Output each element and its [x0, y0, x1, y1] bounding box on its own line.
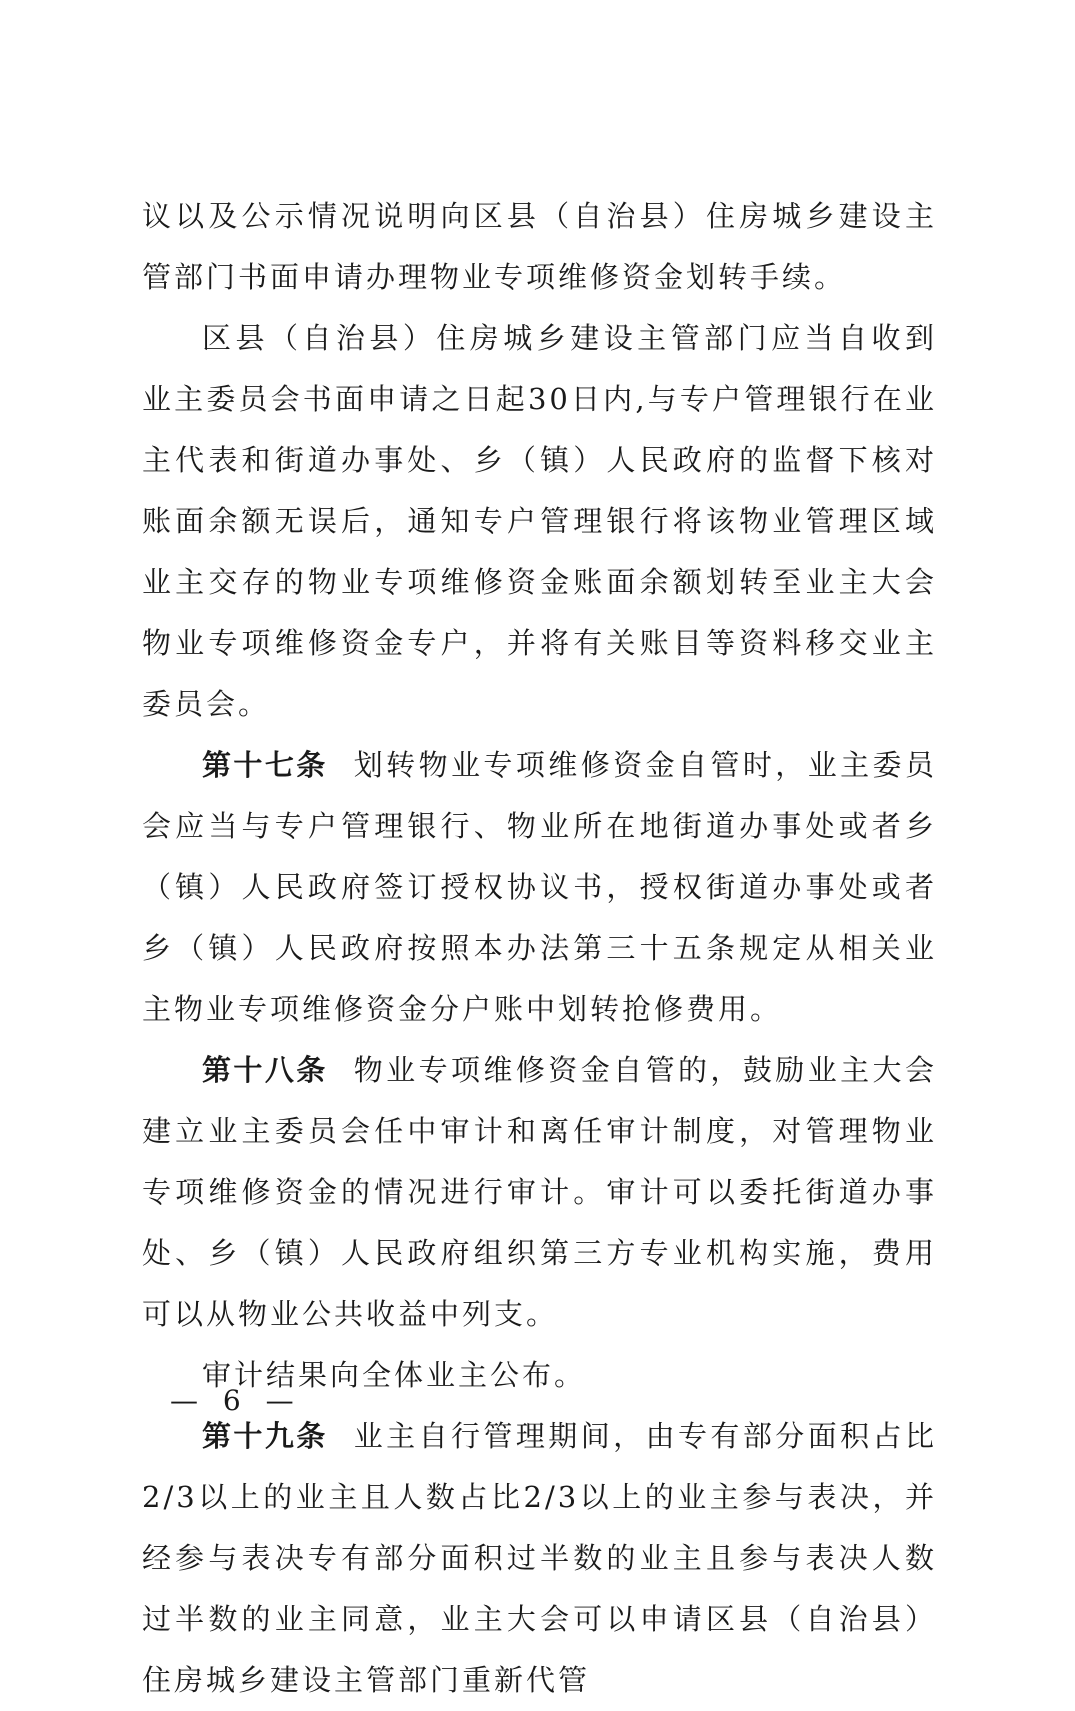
article-title: 第十七条	[202, 748, 328, 782]
article-19	[142, 1406, 937, 1711]
article-text: 物业专项维修资金自管的，鼓励业主大会建立业主委员会任中审计和离任审计制度，对管理物业专项维修资金的情况进行审计。审计可以委托街道办事处、乡（镇）人民政府组织第三方专业机构实施，费用可以从物业公共收益中列支。	[142, 1053, 937, 1331]
paragraph-text: 议以及公示情况说明向区县（自治县）住房城乡建设主管部门书面申请办理物业专项维修资金划转手续。	[142, 199, 937, 294]
article-title: 第十九条	[202, 1419, 328, 1453]
article-text: 划转物业专项维修资金自管时，业主委员会应当与专户管理银行、物业所在地街道办事处或者乡（镇）人民政府签订授权协议书，授权街道办事处或者乡（镇）人民政府按照本办法第三十五条规定从相关业主物业专项维修资金分户账中划转抢修费用。	[142, 748, 937, 1026]
article-text: 业主自行管理期间，由专有部分面积占比2/3以上的业主且人数占比2/3以上的业主参与表决，并经参与表决专有部分面积过半数的业主且参与表决人数过半数的业主同意，业主大会可以申请区县（自治县）住房城乡建设主管部门重新代管	[142, 1419, 937, 1697]
paragraph-text: 审计结果向全体业主公布。	[202, 1358, 587, 1392]
page-number: — 6 —	[170, 1384, 302, 1417]
article-title: 第十八条	[202, 1053, 328, 1087]
document-body	[142, 186, 937, 1711]
paragraph-continuation	[142, 186, 937, 308]
article-18	[142, 1040, 937, 1345]
paragraph-text: 区县（自治县）住房城乡建设主管部门应当自收到业主委员会书面申请之日起30日内,与专户管理银行在业主代表和街道办事处、乡（镇）人民政府的监督下核对账面余额无误后，通知专户管理银行将该物业管理区域业主交存的物业专项维修资金账面余额划转至业主大会物业专项维修资金专户，并将有关账目等资料移交业主委员会。	[142, 321, 937, 721]
paragraph	[142, 308, 937, 735]
article-17	[142, 735, 937, 1040]
